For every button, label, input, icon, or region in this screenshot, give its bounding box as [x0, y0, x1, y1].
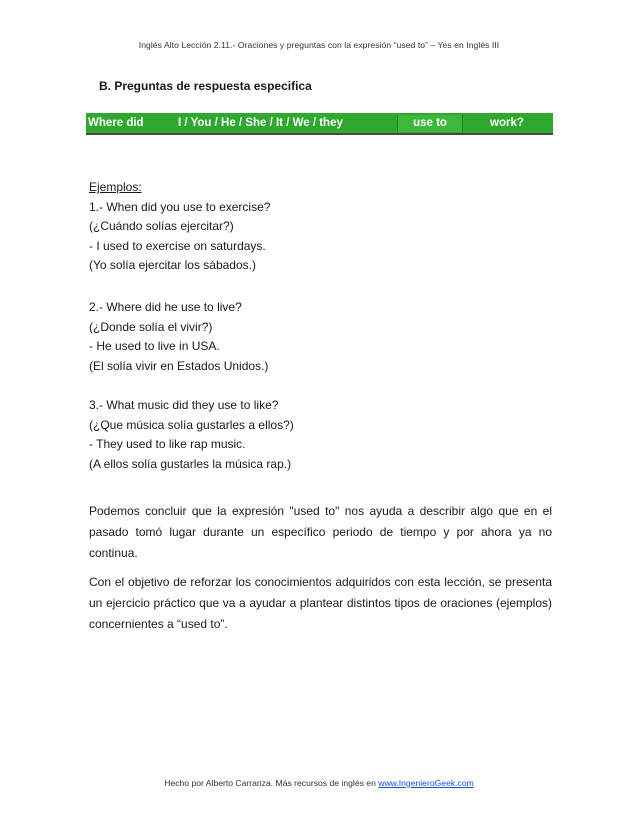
- example-line: 3.- What music did they use to like?: [89, 398, 279, 412]
- exercise-intro-paragraph: Con el objetivo de reforzar los conocimientos adquiridos con esta lección, se presenta un ejercicio práctico que va a ayudar a plantear distintos tipos de oraciones (ejemplos) concernientes a “used to”.: [89, 575, 552, 631]
- example-line: (El solía vivir en Estados Unidos.): [89, 358, 269, 373]
- table-cell-verb: work?: [490, 117, 524, 129]
- example-line: - They used to like rap music.: [89, 437, 246, 452]
- structure-table: [86, 113, 553, 135]
- page-header: Inglés Alto Lección 2.11.- Oraciones y preguntas con la expresión “used to” – Yes en Inglés III: [138, 40, 500, 50]
- examples-heading: Ejemplos:: [89, 180, 142, 194]
- examples-section: [89, 178, 270, 276]
- example-line: (Yo solía ejercitar los sábados.): [89, 258, 256, 273]
- footer-link[interactable]: www.IngenieroGeek.com: [378, 778, 474, 788]
- footer-text: Hecho por Alberto Carranza. Más recursos de inglés en: [164, 778, 379, 788]
- table-cell-subjects: I / You / He / She / It / We / they: [178, 117, 343, 129]
- example-line: (¿Donde solía el vivir?): [89, 319, 213, 334]
- page-footer: [0, 778, 638, 788]
- table-cell-use-to: use to: [397, 115, 463, 132]
- example-line: - I used to exercise on saturdays.: [89, 238, 266, 253]
- example-line: (¿Cuándo solías ejercitar?): [89, 219, 234, 234]
- conclusion-paragraph: Podemos concluir que la expresión "used to" nos ayuda a describir algo que en el pasado tomó lugar durante un específico periodo de tiempo y por ahora ya no continua.: [89, 504, 552, 560]
- section-title: B. Preguntas de respuesta especifica: [99, 79, 312, 93]
- example-line: (A ellos solía gustarles la música rap.): [89, 456, 292, 471]
- example-line: 2.- Where did he use to live?: [89, 300, 242, 314]
- example-group-2: [89, 298, 268, 376]
- table-cell-question-word: Where did: [88, 117, 144, 129]
- example-line: 1.- When did you use to exercise?: [89, 199, 271, 214]
- example-group-3: [89, 396, 294, 474]
- example-line: (¿Que música solía gustarles a ellos?): [89, 417, 294, 432]
- example-line: - He used to live in USA.: [89, 339, 220, 354]
